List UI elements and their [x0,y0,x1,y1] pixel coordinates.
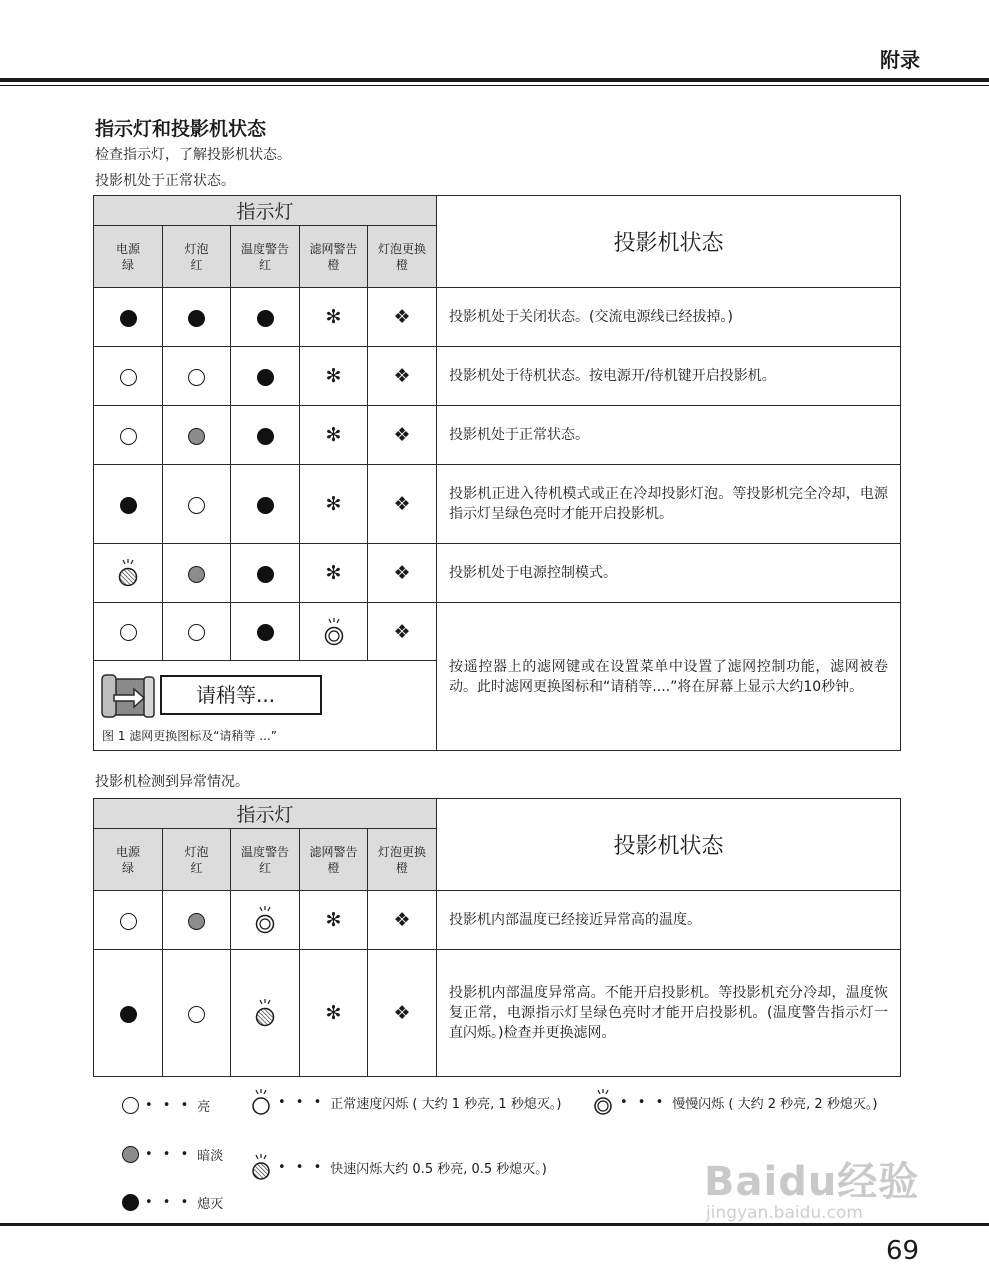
table-row [94,891,901,950]
indicator-off-icon [231,406,300,465]
page-number: 69 [886,1236,920,1266]
asterisk-icon: ✻ [300,288,368,347]
off-indicator-icon [122,1194,139,1211]
col-header-warning-temp: 温度警告 红 [231,829,300,891]
table-row [94,603,901,661]
normal-caption: 投影机处于正常状态。 [95,173,235,189]
section-header-title: 附录 [880,48,920,72]
indicator-dim-icon [163,891,231,950]
page-title: 指示灯和投影机状态 [95,118,267,140]
indicator-on-icon [94,603,163,661]
table-row [94,465,901,544]
indicator-off-icon [94,465,163,544]
legend-dim: • • • 暗淡 [122,1145,223,1164]
asterisk-icon: ✻ [300,406,368,465]
table-row [94,347,901,406]
indicator-dim-icon [163,544,231,603]
please-wait-box: 请稍等... [160,675,322,715]
indicator-off-icon [231,544,300,603]
status-description: 投影机处于正常状态。 [437,406,901,465]
asterisk-icon: ✻ [300,891,368,950]
legend-off: • • • 熄灭 [122,1193,223,1212]
indicator-off-icon [94,950,163,1077]
abnormal-caption: 投影机检测到异常情况。 [95,774,249,790]
status-description: 投影机处于关闭状态。(交流电源线已经拔掉。) [437,288,901,347]
indicator-on-icon [163,347,231,406]
indicator-fast-flash-icon [94,544,163,603]
status-description: 投影机内部温度已经接近异常高的温度。 [437,891,901,950]
diamond-icon: ❖ [368,406,437,465]
indicator-off-icon [231,288,300,347]
header-rule [0,78,989,82]
watermark-url: jingyan.baidu.com [706,1203,863,1223]
table-row [94,406,901,465]
indicator-on-icon [163,465,231,544]
indicator-group-header: 指示灯 [94,799,437,829]
indicator-on-icon [163,603,231,661]
asterisk-icon: ✻ [300,347,368,406]
indicator-on-icon [94,406,163,465]
asterisk-icon: ✻ [300,950,368,1077]
col-header-warning-filter: 滤网警告 橙 [300,829,368,891]
asterisk-icon: ✻ [300,544,368,603]
diamond-icon: ❖ [368,465,437,544]
indicator-slow-flash-icon [300,603,368,661]
diamond-icon: ❖ [368,891,437,950]
watermark: Baidu经验 [704,1159,920,1205]
lit-indicator-icon [122,1097,139,1114]
legend-normal-flash: • • • 正常速度闪烁 ( 大约 1 秒亮, 1 秒熄灭。) [250,1088,561,1116]
col-header-warning-temp: 温度警告 红 [231,226,300,288]
indicator-off-icon [94,288,163,347]
fast-flash-icon [250,1153,272,1181]
asterisk-icon: ✻ [300,465,368,544]
slow-flash-icon [592,1088,614,1116]
col-header-warning-filter: 滤网警告 橙 [300,226,368,288]
table-row [94,544,901,603]
indicator-on-icon [94,891,163,950]
status-description: 投影机处于电源控制模式。 [437,544,901,603]
col-header-lamp-replace: 灯泡更换 橙 [368,226,437,288]
header-rule-thin [0,85,989,86]
legend-fast-flash: • • • 快速闪烁大约 0.5 秒亮, 0.5 秒熄灭。) [250,1153,547,1181]
page-subtitle: 检查指示灯，了解投影机状态。 [95,147,291,163]
normal-state-table [93,195,901,751]
legend-on: • • • 亮 [122,1096,210,1115]
filter-replace-icon [100,671,156,725]
indicator-slow-flash-icon [231,891,300,950]
abnormal-state-table [93,798,901,1077]
table-row [94,288,901,347]
diamond-icon: ❖ [368,347,437,406]
indicator-off-icon [231,603,300,661]
status-header: 投影机状态 [437,196,901,288]
status-header: 投影机状态 [437,799,901,891]
status-description: 投影机正进入待机模式或正在冷却投影灯泡。等投影机完全冷却，电源指示灯呈绿色亮时才能开启投影机。 [437,465,901,544]
col-header-power: 电源 绿 [94,226,163,288]
indicator-on-icon [163,950,231,1077]
indicator-off-icon [163,288,231,347]
status-description: 投影机内部温度异常高。不能开启投影机。等投影机充分冷却，温度恢复正常，电源指示灯呈绿色亮时才能开启投影机。(温度警告指示灯一直闪烁。)检查并更换滤网。 [437,950,901,1077]
normal-flash-icon [250,1088,272,1116]
col-header-lamp: 灯泡 红 [163,829,231,891]
diamond-icon: ❖ [368,950,437,1077]
indicator-off-icon [231,347,300,406]
dim-indicator-icon [122,1146,139,1163]
diamond-icon: ❖ [368,288,437,347]
indicator-fast-flash-icon [231,950,300,1077]
diamond-icon: ❖ [368,603,437,661]
figure-caption: 图 1 滤网更换图标及“请稍等 ...” [102,729,277,743]
indicator-group-header: 指示灯 [94,196,437,226]
footer-rule [0,1223,989,1226]
indicator-on-icon [94,347,163,406]
figure-cell [94,661,437,751]
diamond-icon: ❖ [368,544,437,603]
table-row [94,950,901,1077]
col-header-lamp: 灯泡 红 [163,226,231,288]
status-description: 按遥控器上的滤网键或在设置菜单中设置了滤网控制功能，滤网被卷动。此时滤网更换图标和“请稍等....”将在屏幕上显示大约10秒钟。 [437,603,901,751]
legend-slow-flash: • • • 慢慢闪烁 ( 大约 2 秒亮, 2 秒熄灭。) [592,1088,877,1116]
indicator-dim-icon [163,406,231,465]
indicator-off-icon [231,465,300,544]
col-header-lamp-replace: 灯泡更换 橙 [368,829,437,891]
status-description: 投影机处于待机状态。按电源开/待机键开启投影机。 [437,347,901,406]
col-header-power: 电源 绿 [94,829,163,891]
